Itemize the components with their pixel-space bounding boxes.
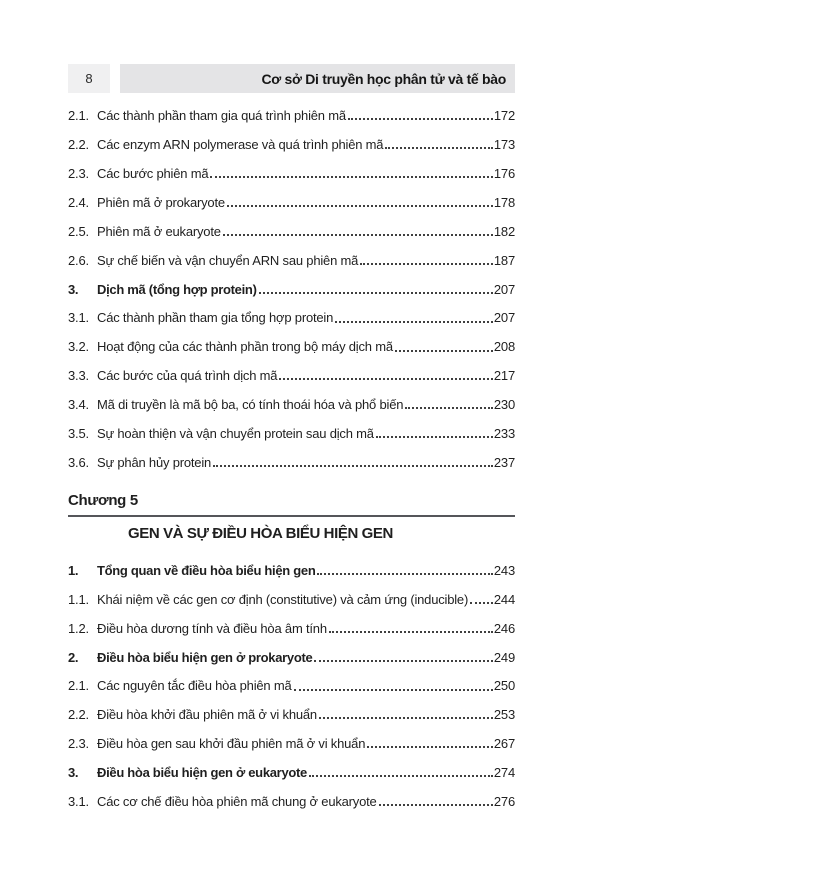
toc-entry-number: 3.5. <box>68 426 89 442</box>
dotted-leader <box>360 263 493 265</box>
dotted-leader <box>385 147 493 149</box>
toc-entry-page: 217 <box>493 368 515 384</box>
dotted-leader <box>379 804 493 806</box>
toc-entry <box>68 325 515 354</box>
toc-entry-page: 187 <box>493 252 515 268</box>
toc-entry-number: 3.1. <box>68 310 89 326</box>
dotted-leader <box>470 602 493 604</box>
toc-entry-title: Các cơ chế điều hòa phiên mã chung ở eukaryote <box>97 793 377 809</box>
toc-entry-page: 178 <box>493 194 515 210</box>
toc-entry-page: 276 <box>493 793 515 809</box>
dotted-leader <box>223 234 493 236</box>
toc-entry <box>68 383 515 412</box>
dotted-leader <box>405 407 493 409</box>
toc-entry-number: 3.2. <box>68 339 89 355</box>
toc-entry-number: 1. <box>68 562 79 578</box>
header-gap <box>110 64 120 93</box>
toc-entry <box>68 267 515 296</box>
dotted-leader <box>210 176 493 178</box>
toc-entry-number: 1.1. <box>68 591 89 607</box>
toc-entry-title: Mã di truyền là mã bộ ba, có tính thoái hóa và phổ biến <box>97 397 404 413</box>
toc-entry-number: 2.1. <box>68 108 89 124</box>
toc-entry-title: Phiên mã ở eukaryote <box>97 223 221 239</box>
toc-entry-title: Sự phân hủy protein <box>97 454 212 470</box>
toc-entry-title: Sự chế biến và vận chuyển ARN sau phiên mã <box>97 252 359 268</box>
toc-entry <box>68 296 515 325</box>
dotted-leader <box>279 378 493 380</box>
dotted-leader <box>317 573 492 575</box>
toc-entry-title: Các bước phiên mã <box>97 166 209 182</box>
toc-entry <box>68 693 515 722</box>
dotted-leader <box>367 746 493 748</box>
toc-entry-number: 2.2. <box>68 137 89 153</box>
toc-entry-number: 3.3. <box>68 368 89 384</box>
toc-entry <box>68 635 515 664</box>
toc-entry-title: Phiên mã ở prokaryote <box>97 194 225 210</box>
chapter-rule <box>68 515 515 517</box>
toc-entry <box>68 94 515 123</box>
toc-entry-number: 1.2. <box>68 620 89 636</box>
toc-entry-page: 208 <box>493 339 515 355</box>
toc-entry-title: Hoạt động của các thành phần trong bộ máy dịch mã <box>97 339 393 355</box>
toc-entry-title: Khái niệm về các gen cơ định (constitutive) và cảm ứng (inducible) <box>97 591 469 607</box>
toc-entry <box>68 606 515 635</box>
toc-entry-number: 2.3. <box>68 166 89 182</box>
dotted-leader <box>309 775 493 777</box>
dotted-leader <box>227 205 493 207</box>
toc-entry <box>68 751 515 780</box>
toc-entry-title: Tổng quan về điều hòa biểu hiện gen <box>97 562 316 578</box>
dotted-leader <box>294 689 493 691</box>
toc-entry <box>68 664 515 693</box>
running-header-bar <box>120 64 515 93</box>
toc-entry-page: 176 <box>493 166 515 182</box>
dotted-leader <box>376 436 493 438</box>
toc-entry-page: 246 <box>493 620 515 636</box>
toc-entry <box>68 181 515 210</box>
toc-section-bottom <box>68 549 515 809</box>
chapter-label: Chương 5 <box>68 491 138 509</box>
running-header-title: Cơ sở Di truyền học phân tử và tế bào <box>261 70 506 87</box>
page-header <box>68 64 515 93</box>
toc-entry <box>68 441 515 470</box>
toc-entry <box>68 412 515 441</box>
toc-entry-number: 3.4. <box>68 397 89 413</box>
toc-entry <box>68 577 515 606</box>
toc-entry-title: Điều hòa biểu hiện gen ở prokaryote <box>97 649 313 665</box>
toc-entry <box>68 210 515 239</box>
toc-entry-title: Các enzym ARN polymerase và quá trình phiên mã <box>97 137 384 153</box>
toc-entry-title: Dịch mã (tổng hợp protein) <box>97 281 257 297</box>
dotted-leader <box>348 118 493 120</box>
toc-entry-title: Điều hòa gen sau khởi đầu phiên mã ở vi khuẩn <box>97 736 366 752</box>
dotted-leader <box>314 660 492 662</box>
toc-entry-page: 182 <box>493 223 515 239</box>
book-page-content <box>68 64 515 809</box>
toc-entry-number: 2.6. <box>68 252 89 268</box>
toc-entry-page: 207 <box>493 281 515 297</box>
toc-section-top <box>68 94 515 470</box>
toc-entry-page: 267 <box>493 736 515 752</box>
toc-entry <box>68 123 515 152</box>
toc-entry-number: 2.1. <box>68 678 89 694</box>
toc-entry <box>68 549 515 578</box>
toc-entry-number: 3.1. <box>68 793 89 809</box>
toc-entry-page: 249 <box>493 649 515 665</box>
toc-entry <box>68 780 515 809</box>
toc-entry <box>68 238 515 267</box>
toc-entry-number: 2. <box>68 649 79 665</box>
toc-entry-page: 230 <box>493 397 515 413</box>
toc-entry-page: 233 <box>493 426 515 442</box>
toc-entry-number: 3. <box>68 281 79 297</box>
toc-entry <box>68 152 515 181</box>
toc-entry-page: 207 <box>493 310 515 326</box>
toc-entry-page: 172 <box>493 108 515 124</box>
toc-entry-title: Điều hòa biểu hiện gen ở eukaryote <box>97 765 307 781</box>
toc-entry-title: Các nguyên tắc điều hòa phiên mã <box>97 678 292 694</box>
toc-entry-number: 2.5. <box>68 223 89 239</box>
toc-entry-number: 3. <box>68 765 79 781</box>
toc-entry-title: Các thành phần tham gia tổng hợp protein <box>97 310 334 326</box>
toc-entry-page: 244 <box>493 591 515 607</box>
toc-entry-page: 243 <box>493 562 515 578</box>
dotted-leader <box>335 321 493 323</box>
toc-entry-page: 250 <box>493 678 515 694</box>
dotted-leader <box>329 631 493 633</box>
toc-entry-title: Các bước của quá trình dịch mã <box>97 368 278 384</box>
toc-entry-title: Sự hoàn thiện và vận chuyển protein sau dịch mã <box>97 426 374 442</box>
toc-entry-title: Điều hòa khởi đầu phiên mã ở vi khuẩn <box>97 707 317 723</box>
toc-entry-number: 2.2. <box>68 707 89 723</box>
toc-entry-page: 173 <box>493 137 515 153</box>
dotted-leader <box>213 465 493 467</box>
dotted-leader <box>319 717 493 719</box>
toc-entry-title: Điều hòa dương tính và điều hòa âm tính <box>97 620 327 636</box>
toc-entry-title: Các thành phần tham gia quá trình phiên mã <box>97 108 346 124</box>
toc-entry-number: 2.3. <box>68 736 89 752</box>
dotted-leader <box>395 350 493 352</box>
toc-entry-page: 237 <box>493 454 515 470</box>
toc-entry-number: 3.6. <box>68 454 89 470</box>
toc-entry-page: 253 <box>493 707 515 723</box>
dotted-leader <box>259 292 493 294</box>
toc-entry <box>68 722 515 751</box>
toc-entry-number: 2.4. <box>68 194 89 210</box>
chapter-title: GEN VÀ SỰ ĐIỀU HÒA BIỂU HIỆN GEN <box>128 524 393 542</box>
toc-entry-page: 274 <box>493 765 515 781</box>
toc-entry <box>68 354 515 383</box>
page-number: 8 <box>68 64 110 93</box>
